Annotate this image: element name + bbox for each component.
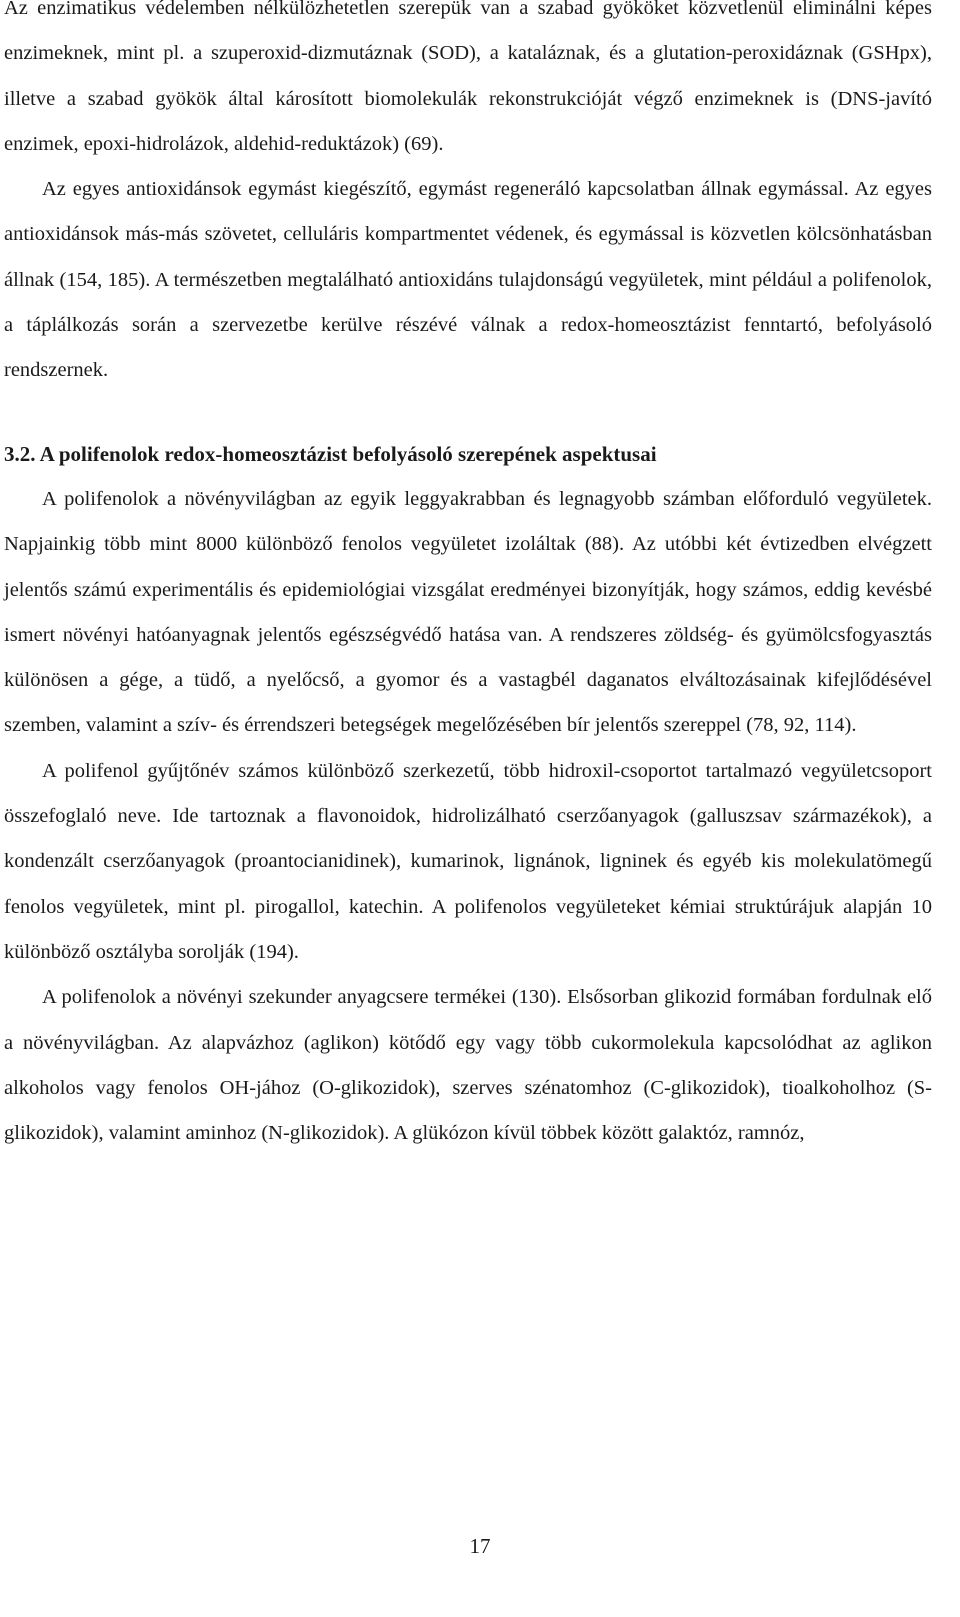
paragraph-polyphenol-glycosides: A polifenolok a növényi szekunder anyagcsere termékei (130). Elsősorban glikozid formában fordulnak elő a növényvilágban. Az alapvázhoz (aglikon) kötődő egy vagy több cukormolekula kapcsolódhat az aglikon alkoholos vagy fenolos OH-jához (O-glikozidok), szerves szénatomhoz (C-glikozidok), tioalkoholhoz (S-glikozidok), valamint aminhoz (N-glikozidok). A glükózon kívül többek között galaktóz, ramnóz, [4, 986, 932, 1145]
section-heading: 3.2. A polifenolok redox-homeosztázist befolyásoló szerepének aspektusai [4, 441, 657, 466]
paragraph-polyphenol-definition: A polifenol gyűjtőnév számos különböző szerkezetű, több hidroxil-csoportot tartalmazó vegyületcsoport összefoglaló neve. Ide tartoznak a flavonoidok, hidrolizálható cserzőanyagok (galluszsav származékok), a kondenzált cserzőanyagok (proantocianidinek), kumarinok, lignánok, ligninek és egyéb kis molekulatömegű fenolos vegyületek, mint pl. pirogallol, katechin. A polifenolos vegyületeket kémiai struktúrájuk alapján 10 különböző osztályba sorolják (194). [4, 759, 932, 963]
paragraph-antioxidant-network: Az egyes antioxidánsok egymást kiegészítő, egymást regeneráló kapcsolatban állnak egymással. Az egyes antioxidánsok más-más szövetet, celluláris kompartmentet védenek, és egymással is közvetlen kölcsönhatásban állnak (154, 185). A természetben megtalálható antioxidáns tulajdonságú vegyületek, mint például a polifenolok, a táplálkozás során a szervezetbe kerülve részévé válnak a redox-homeosztázist fenntartó, befolyásoló rendszernek. [4, 178, 932, 382]
page-number: 17 [469, 1534, 491, 1558]
paragraph-enzymatic-defense: Az enzimatikus védelemben nélkülözhetetlen szerepük van a szabad gyököket közvetlenül eliminálni képes enzimeknek, mint pl. a szuperoxid-dizmutáznak (SOD), a kataláznak, és a glutation-peroxidáznak (GSHpx), illetve a szabad gyökök által károsított biomolekulák rekonstrukcióját végző enzimeknek is (DNS-javító enzimek, epoxi-hidrolázok, aldehid-reduktázok) (69). [4, 0, 932, 155]
paragraph-polyphenol-occurrence: A polifenolok a növényvilágban az egyik leggyakrabban és legnagyobb számban előforduló vegyületek. Napjainkig több mint 8000 különböző fenolos vegyületet izoláltak (88). Az utóbbi két évtizedben elvégzett jelentős számú experimentális és epidemiológiai vizsgálat eredményei bizonyítják, hogy számos, eddig kevésbé ismert növényi hatóanyagnak jelentős egészségvédő hatása van. A rendszeres zöldség- és gyümölcsfogyasztás különösen a gége, a tüdő, a nyelőcső, a gyomor és a vastagbél daganatos elváltozásainak kifejlődésével szemben, valamint a szív- és érrendszeri betegségek megelőzésében bír jelentős szereppel (78, 92, 114). [4, 487, 932, 737]
